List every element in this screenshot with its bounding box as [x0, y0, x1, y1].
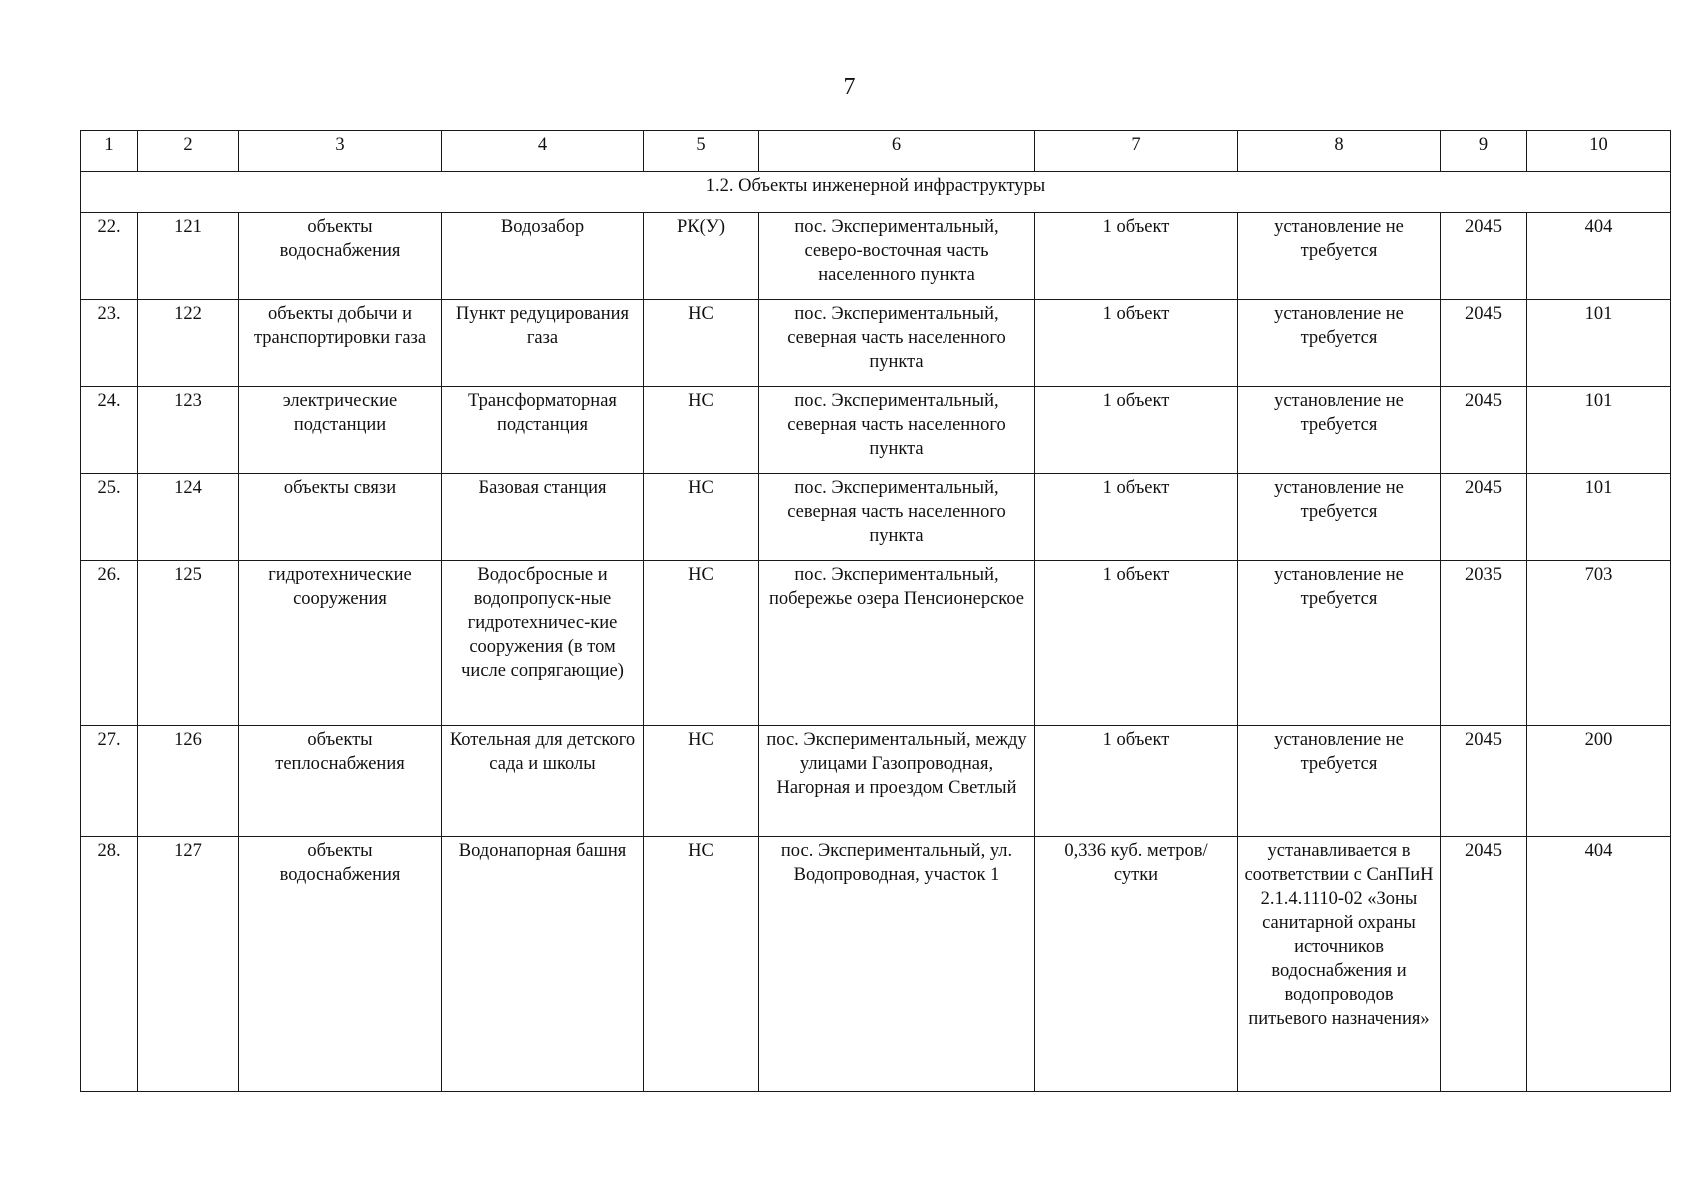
object-year: 2035 [1441, 561, 1527, 726]
object-location: пос. Экспериментальный, северная часть населенного пункта [759, 387, 1035, 474]
column-header: 2 [138, 131, 239, 172]
object-location: пос. Экспериментальный, побережье озера Пенсионерское [759, 561, 1035, 726]
object-location: пос. Экспериментальный, ул. Водопроводная, участок 1 [759, 837, 1035, 1092]
object-year: 2045 [1441, 726, 1527, 837]
object-zone: установление не требуется [1238, 474, 1441, 561]
row-number: 28. [81, 837, 138, 1092]
object-name: Водозабор [442, 213, 644, 300]
object-code-2: 101 [1527, 300, 1671, 387]
row-number: 26. [81, 561, 138, 726]
object-zone: установление не требуется [1238, 213, 1441, 300]
object-capacity: 1 объект [1035, 387, 1238, 474]
row-number: 27. [81, 726, 138, 837]
table-row [81, 726, 1671, 837]
object-code-2: 703 [1527, 561, 1671, 726]
infrastructure-objects-table [80, 130, 1671, 1092]
object-code-2: 404 [1527, 213, 1671, 300]
object-year: 2045 [1441, 300, 1527, 387]
section-header-row [81, 172, 1671, 213]
object-capacity: 1 объект [1035, 213, 1238, 300]
object-name: Котельная для детского сада и школы [442, 726, 644, 837]
table-row [81, 837, 1671, 1092]
column-header: 4 [442, 131, 644, 172]
object-code: 121 [138, 213, 239, 300]
object-status: НС [644, 561, 759, 726]
object-status: НС [644, 387, 759, 474]
object-code-2: 101 [1527, 474, 1671, 561]
object-code: 126 [138, 726, 239, 837]
object-status: НС [644, 837, 759, 1092]
object-zone: установление не требуется [1238, 300, 1441, 387]
object-type: объекты водоснабжения [239, 213, 442, 300]
column-header: 6 [759, 131, 1035, 172]
object-code: 122 [138, 300, 239, 387]
section-title: 1.2. Объекты инженерной инфраструктуры [81, 172, 1671, 213]
object-zone: установление не требуется [1238, 561, 1441, 726]
table-row [81, 561, 1671, 726]
object-capacity: 0,336 куб. метров/ сутки [1035, 837, 1238, 1092]
row-number: 24. [81, 387, 138, 474]
object-location: пос. Экспериментальный, северная часть населенного пункта [759, 300, 1035, 387]
object-year: 2045 [1441, 213, 1527, 300]
object-year: 2045 [1441, 387, 1527, 474]
object-capacity: 1 объект [1035, 300, 1238, 387]
object-type: объекты добычи и транспортировки газа [239, 300, 442, 387]
object-status: РК(У) [644, 213, 759, 300]
object-zone: установление не требуется [1238, 726, 1441, 837]
object-zone: установление не требуется [1238, 387, 1441, 474]
column-header: 1 [81, 131, 138, 172]
object-status: НС [644, 474, 759, 561]
object-type: объекты связи [239, 474, 442, 561]
table-row [81, 213, 1671, 300]
object-type: электрические подстанции [239, 387, 442, 474]
object-code: 125 [138, 561, 239, 726]
column-header: 7 [1035, 131, 1238, 172]
column-header: 3 [239, 131, 442, 172]
object-code: 123 [138, 387, 239, 474]
object-status: НС [644, 300, 759, 387]
column-number-row [81, 131, 1671, 172]
page-number: 7 [843, 74, 856, 100]
column-header: 9 [1441, 131, 1527, 172]
object-code-2: 404 [1527, 837, 1671, 1092]
column-header: 8 [1238, 131, 1441, 172]
object-status: НС [644, 726, 759, 837]
object-name: Водосбросные и водопропуск-ные гидротехничес-кие сооружения (в том числе сопрягающие) [442, 561, 644, 726]
object-location: пос. Экспериментальный, между улицами Газопроводная, Нагорная и проездом Светлый [759, 726, 1035, 837]
object-type: объекты теплоснабжения [239, 726, 442, 837]
object-location: пос. Экспериментальный, северная часть населенного пункта [759, 474, 1035, 561]
object-type: объекты водоснабжения [239, 837, 442, 1092]
table-row [81, 474, 1671, 561]
object-capacity: 1 объект [1035, 561, 1238, 726]
object-year: 2045 [1441, 474, 1527, 561]
object-location: пос. Экспериментальный, северо-восточная часть населенного пункта [759, 213, 1035, 300]
object-code: 124 [138, 474, 239, 561]
object-name: Водонапорная башня [442, 837, 644, 1092]
object-name: Трансформаторная подстанция [442, 387, 644, 474]
object-code-2: 200 [1527, 726, 1671, 837]
table-row [81, 387, 1671, 474]
object-type: гидротехнические сооружения [239, 561, 442, 726]
row-number: 22. [81, 213, 138, 300]
table-row [81, 300, 1671, 387]
object-code-2: 101 [1527, 387, 1671, 474]
row-number: 23. [81, 300, 138, 387]
object-code: 127 [138, 837, 239, 1092]
column-header: 10 [1527, 131, 1671, 172]
object-year: 2045 [1441, 837, 1527, 1092]
object-capacity: 1 объект [1035, 474, 1238, 561]
object-name: Пункт редуцирования газа [442, 300, 644, 387]
column-header: 5 [644, 131, 759, 172]
row-number: 25. [81, 474, 138, 561]
object-capacity: 1 объект [1035, 726, 1238, 837]
object-zone: устанавливается в соответствии с СанПиН 2.1.4.1110-02 «Зоны санитарной охраны источников водоснабжения и водопроводов питьевого назначения» [1238, 837, 1441, 1092]
object-name: Базовая станция [442, 474, 644, 561]
